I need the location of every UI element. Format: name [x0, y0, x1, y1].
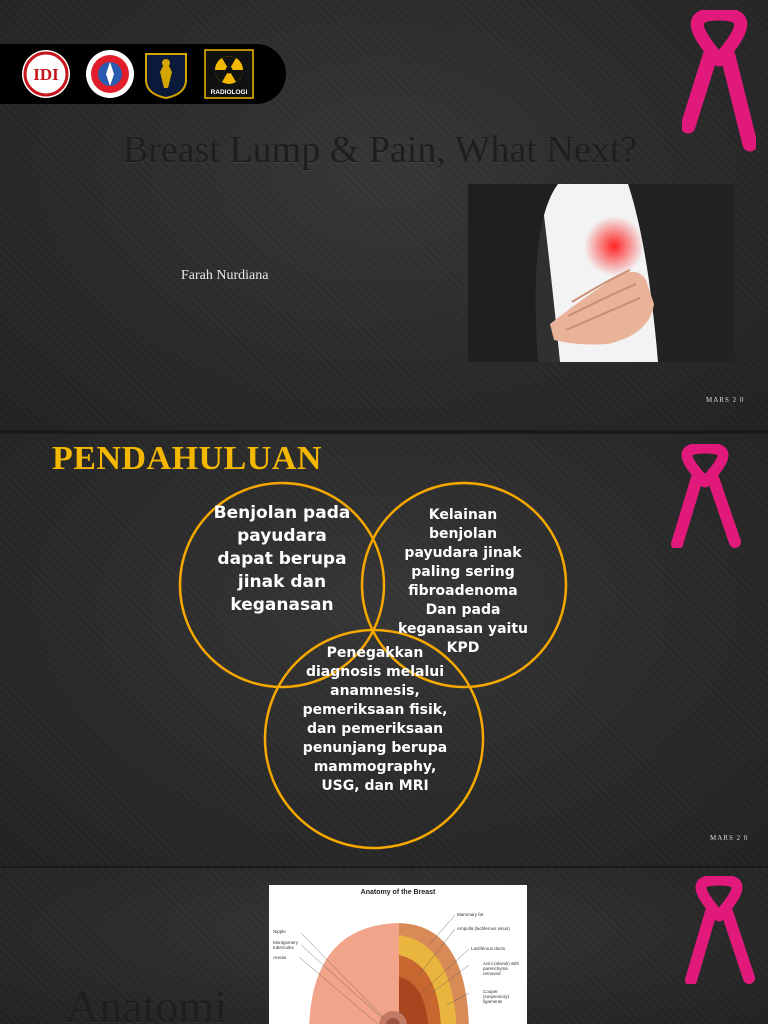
pink-ribbon-icon [683, 876, 755, 984]
radiology-logo-icon [203, 48, 255, 100]
logo-bar [0, 44, 286, 104]
venn-text-1: Benjolan pada payudara dapat berupa jinak dan keganasan [213, 503, 351, 615]
slide-heading: PENDAHULUAN [52, 440, 322, 477]
label-acini: Acini (alveoli) with parenchyma removed [483, 961, 520, 976]
slide-footer: MARS 2 0 [706, 396, 745, 404]
university-seal-icon [84, 48, 136, 100]
diagram-title: Anatomy of the Breast [360, 889, 436, 896]
venn-text-2: Kelainan benjolan payudara jinak paling sering fibroadenoma Dan pada keganasan yaitu KPD [398, 507, 528, 656]
author-name: Farah Nurdiana [181, 268, 269, 283]
svg-text:RADIOLOGI: RADIOLOGI [210, 89, 248, 96]
label-lactiferous-ducts: Lactiferous ducts [471, 946, 506, 951]
anatomy-slide [0, 868, 768, 1024]
label-ampulla: Ampulla (lactiferous sinus) [457, 926, 510, 931]
svg-text:IDI: IDI [33, 65, 59, 84]
pink-ribbon-icon [682, 10, 756, 154]
label-areola: Areola [273, 955, 287, 960]
presentation-title: Breast Lump & Pain, What Next? [122, 129, 638, 171]
label-montgomery: Montgomery tubercules [273, 940, 299, 950]
label-nipple: Nipple [273, 929, 286, 934]
breast-anatomy-diagram [269, 885, 527, 1024]
slide-footer: MARS 2 0 [710, 834, 749, 842]
idi-logo-icon [20, 48, 72, 100]
introduction-slide [0, 434, 768, 866]
label-cooper-ligaments: Cooper (suspensory) ligaments [483, 989, 510, 1004]
slide-title: Anatomi [66, 981, 227, 1024]
venn-text-3: Penegakkan diagnosis melalui anamnesis, pemeriksaan fisik, dan pemeriksaan penunjang berupa mammography, USG, dan MRI [302, 645, 448, 794]
label-mammary-fat: Mammary fat [457, 912, 484, 917]
title-slide [0, 0, 768, 430]
chest-pain-photo [468, 184, 735, 362]
faculty-crest-icon [140, 48, 192, 100]
